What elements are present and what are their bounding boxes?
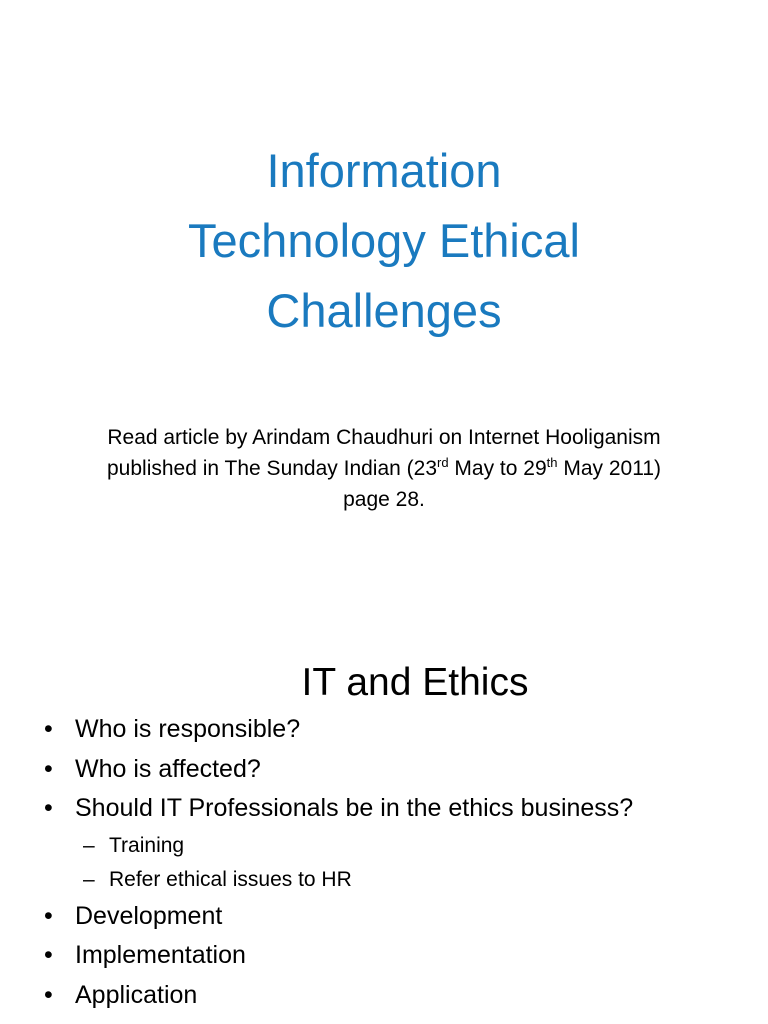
bullet-item: [44, 936, 744, 976]
sub-bullet-text: Refer ethical issues to HR: [109, 867, 352, 891]
subtitle-line-2c: May 2011): [557, 457, 661, 480]
bullet-list: [44, 710, 744, 1015]
bullet-item: [44, 976, 744, 1016]
slide-2: [0, 576, 768, 1024]
sub-bullet-group: [44, 829, 744, 897]
bullet-text: Who is responsible?: [75, 715, 301, 743]
title-line-2: Technology Ethical: [188, 214, 580, 267]
bullet-marker: •: [44, 754, 53, 783]
ordinal-suffix-th: th: [546, 455, 558, 470]
bullet-text: Implementation: [75, 941, 246, 969]
bullet-item: [44, 710, 744, 750]
bullet-marker: •: [44, 941, 53, 969]
bullet-item: [44, 789, 744, 829]
ordinal-suffix-rd: rd: [437, 455, 449, 470]
dash-marker: –: [83, 867, 95, 891]
sub-bullet-text: Training: [109, 833, 185, 857]
slide-title: IT and Ethics: [301, 661, 529, 704]
bullet-text: Who is affected?: [75, 754, 261, 783]
title-line-3: Challenges: [266, 284, 502, 337]
slide-title: [0, 136, 768, 346]
bullet-text: Should IT Professionals be in the ethics business?: [75, 794, 634, 822]
subtitle-line-2b: May to 29: [448, 457, 547, 480]
sub-bullet-list: [44, 829, 744, 897]
bullet-marker: •: [44, 794, 53, 822]
bullet-marker: •: [44, 715, 53, 743]
sub-bullet-item: [44, 829, 744, 863]
sub-bullet-item: [44, 863, 744, 897]
subtitle-line-1: Read article by Arindam Chaudhuri on Internet Hooliganism: [107, 426, 661, 449]
slide-subtitle: [40, 422, 728, 515]
bullet-item: [44, 750, 744, 790]
bullet-marker: •: [44, 980, 53, 1009]
subtitle-line-2a: published in The Sunday Indian (23: [107, 457, 438, 480]
dash-marker: –: [83, 833, 95, 857]
bullet-text: Application: [75, 980, 198, 1009]
title-line-1: Information: [266, 144, 502, 197]
bullet-marker: •: [44, 901, 53, 930]
subtitle-line-3: page 28.: [343, 488, 425, 511]
bullet-item: [44, 897, 744, 937]
bullet-text: Development: [75, 901, 223, 930]
